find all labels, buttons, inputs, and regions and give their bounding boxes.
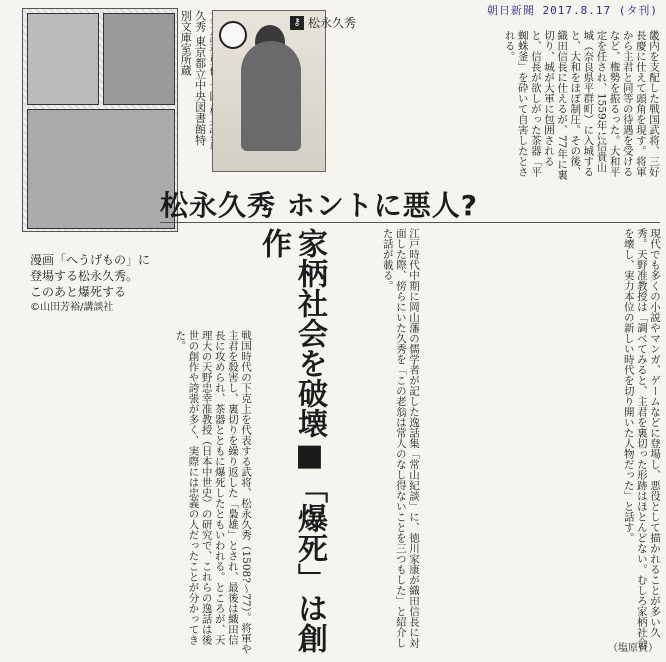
portrait-credit: 久秀 東京都立中央図書館特別文庫室所蔵 [179, 10, 207, 146]
article-body-left: 戦国時代の下克上を代表する武将、松永久秀（1508?～77）。将軍や主君を殺害し、裏切りを繰り返した「梟雄」とされ、最後は織田信長に攻められ、茶器とともに爆死したともいわれる。ところが、天理大の天野忠幸准教授（日本中世史）の研究で、これらの逸話は後世の創作や誇張が多く、実際には忠義の人だったことが分かってきた。 [174, 330, 252, 654]
caption-line: 登場する松永久秀。 [30, 269, 139, 284]
profile-tag [290, 14, 356, 31]
headline: 松永久秀 ホントに悪人? [160, 189, 478, 222]
profile-tag-label: 松永久秀 [308, 16, 357, 30]
article-body-right: 現代でも多くの小説やマンガ、ゲームなどに登場し、悪役として描かれることが多い久秀。天野准教授は「調べてみると、主君を裏切った形跡はほとんどない。むしろ家柄社会を壊し、実力本位の新しい時代を切り開いた人物だった」と話す。 [622, 228, 661, 648]
key-icon: ⚷ [290, 16, 304, 30]
manga-caption [30, 252, 150, 314]
caption-line: このあと爆死する [30, 285, 127, 300]
profile-text: 畿内を支配した戦国武将、三好長慶に仕えて頭角を現す。将軍から主君と同等の待遇を受けるなど、権勢を振るった。大和平定を任され、1559年に信貴山城（奈良県平群町）に入城すると、大和をほぼ制圧。その後、織田信長に仕えるが、77年に裏切り、城が大軍に包囲されると、信長が欲しがった茶器「平蜘蛛釜」を砕いて自害したとされる。 [503, 30, 660, 180]
manga-panel [103, 13, 175, 105]
manga-credit: ©山田芳裕/講談社 [30, 301, 114, 313]
crest-icon [219, 21, 247, 49]
woodblock-portrait [212, 10, 326, 172]
subheadline: 家柄社会を破壊■「爆死」は創作 [256, 228, 327, 653]
byline: （塩原賢） [608, 643, 658, 654]
article-body-middle: 江戸時代中期に岡山藩の儒学者が記した逸話集「常山紀談」に、徳川家康が織田信長に対面した際、傍らにいた久秀を「この老翁は常人のなし得ないことを三つもした」と紹介した話が載る。 [381, 228, 420, 648]
manga-panel [27, 13, 99, 105]
manga-illustration [22, 8, 178, 232]
caption-line: 漫画「へうげもの」に [30, 253, 151, 267]
manga-panel [27, 109, 175, 229]
date-stamp: 朝日新聞 2017.8.17 (タ刊) [486, 4, 658, 17]
portrait-figure [241, 41, 301, 151]
